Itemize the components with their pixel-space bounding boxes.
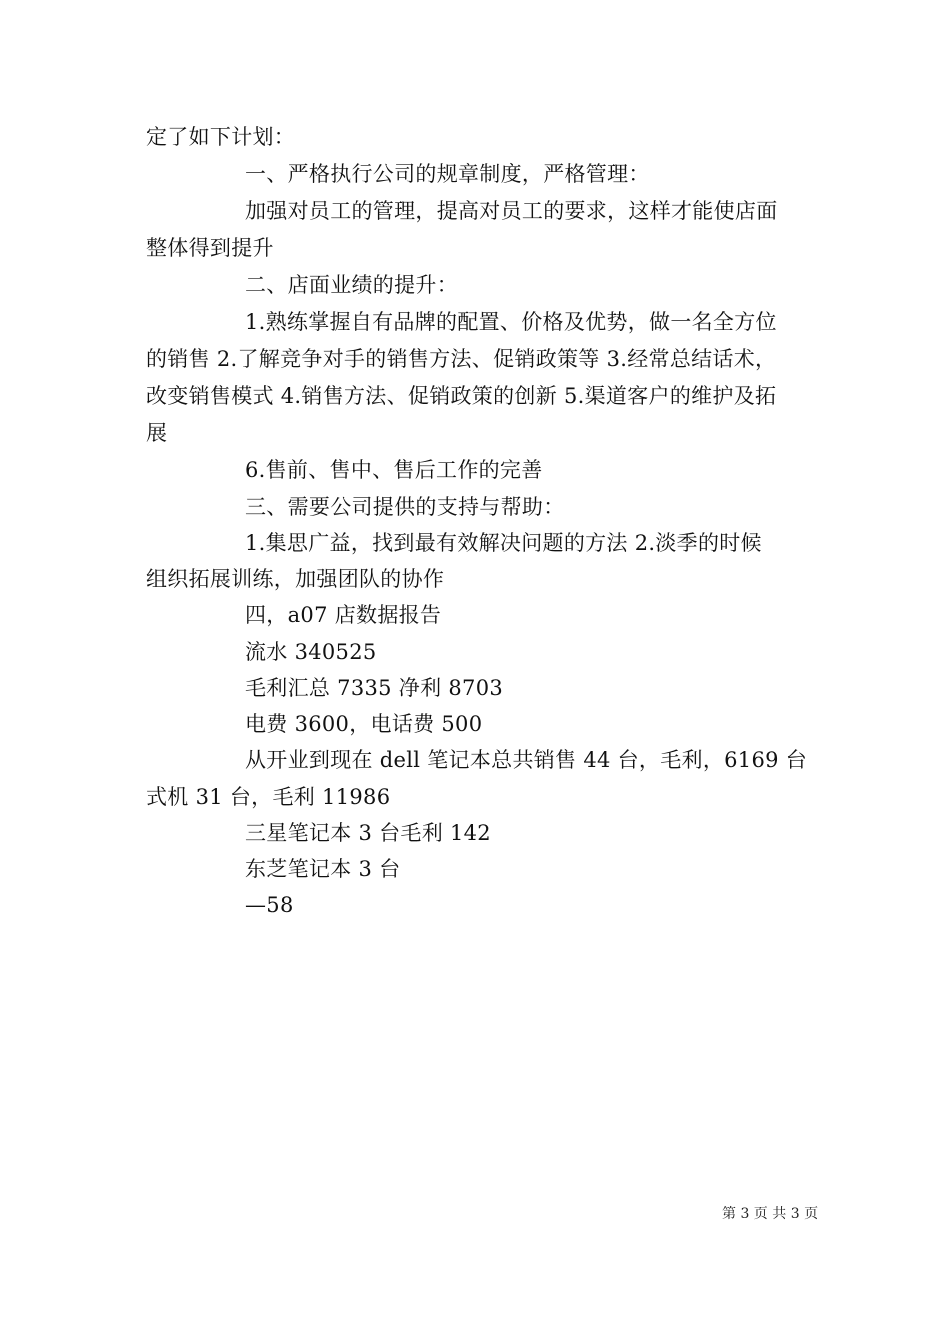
data-line-toshiba-value: —58 (245, 893, 294, 917)
text-line: 定了如下计划： (146, 125, 296, 149)
section-heading-1: 一、严格执行公司的规章制度，严格管理： (245, 162, 650, 186)
text-line: 6.售前、售中、售后工作的完善 (245, 458, 543, 482)
data-line-toshiba: 东芝笔记本 3 台 (245, 857, 401, 881)
data-line-sales: 从开业到现在 dell 笔记本总共销售 44 台，毛利，6169 台 (245, 748, 808, 772)
page-footer: 第 3 页 共 3 页 (722, 1206, 819, 1222)
section-heading-3: 三、需要公司提供的支持与帮助： (245, 495, 565, 519)
text-line: 整体得到提升 (146, 236, 274, 260)
text-line: 1.集思广益，找到最有效解决问题的方法 2.淡季的时候 (245, 531, 762, 555)
data-line-fees: 电费 3600，电话费 500 (245, 712, 483, 736)
section-heading-4: 四，a07 店数据报告 (245, 603, 442, 627)
text-line: 组织拓展训练，加强团队的协作 (146, 567, 445, 591)
text-line: 改变销售模式 4.销售方法、促销政策的创新 5.渠道客户的维护及拓 (146, 384, 777, 408)
text-line: 1.熟练掌握自有品牌的配置、价格及优势，做一名全方位 (245, 310, 777, 334)
data-line-revenue: 流水 340525 (245, 640, 377, 664)
data-line-sales-cont: 式机 31 台，毛利 11986 (146, 785, 391, 809)
data-line-profit: 毛利汇总 7335 净利 8703 (245, 676, 504, 700)
text-line: 加强对员工的管理，提高对员工的要求，这样才能使店面 (245, 199, 778, 223)
text-line: 的销售 2.了解竞争对手的销售方法、促销政策等 3.经常总结话术， (146, 347, 777, 371)
text-line: 展 (146, 421, 168, 445)
data-line-samsung: 三星笔记本 3 台毛利 142 (245, 821, 491, 845)
section-heading-2: 二、店面业绩的提升： (245, 273, 458, 297)
